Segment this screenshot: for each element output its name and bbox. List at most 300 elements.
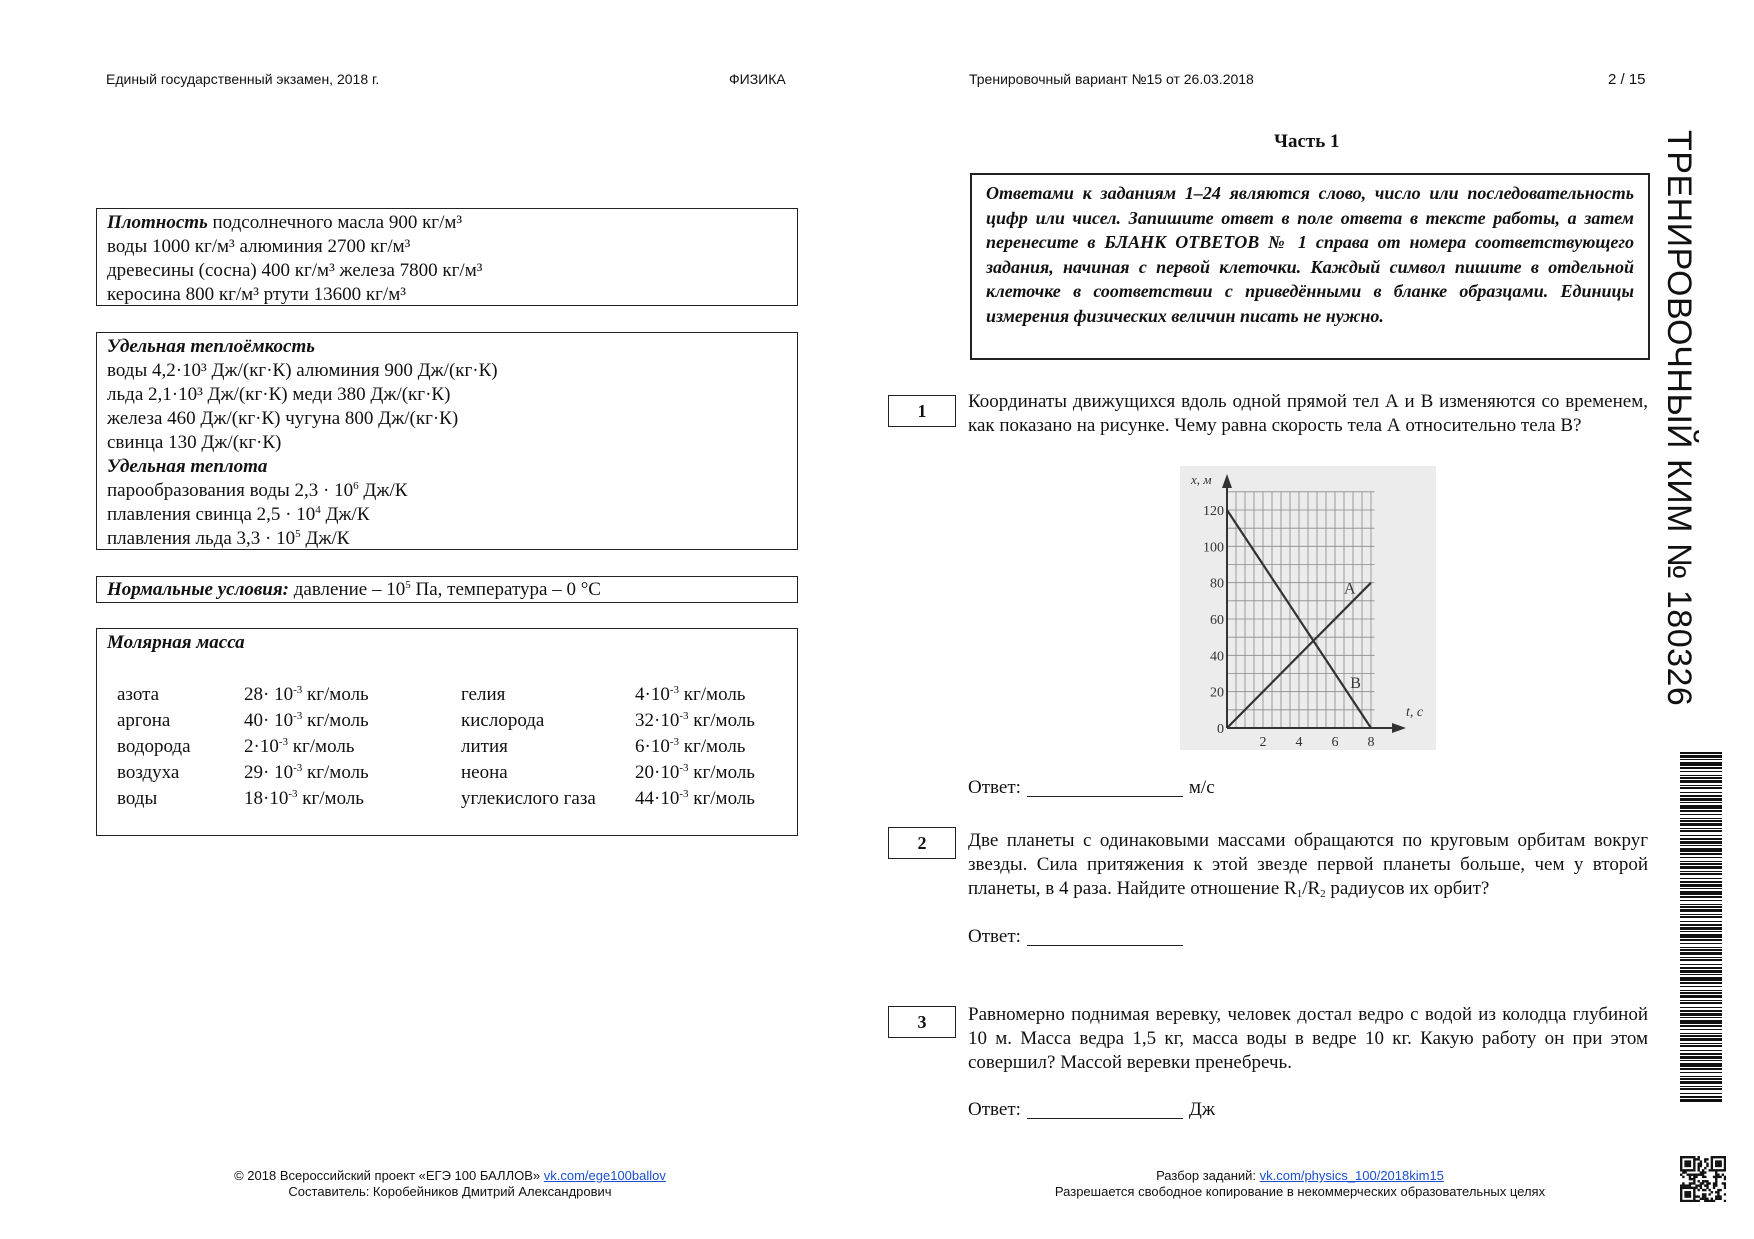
barcode-bar	[1680, 909, 1722, 912]
qr-module	[1706, 1163, 1708, 1165]
barcode-bar	[1680, 814, 1722, 815]
qr-module	[1687, 1187, 1689, 1189]
latent-melting-lead: плавления свинца $2,5 \cdot 10^4$ Дж/К	[107, 504, 370, 525]
barcode-bar	[1680, 835, 1722, 836]
qr-module	[1711, 1169, 1713, 1171]
barcode-bar	[1680, 947, 1722, 948]
qr-module	[1693, 1163, 1695, 1165]
instructions-box: Ответами к заданиям 1–24 являются слово, число или последовательность цифр или чисел. Запишите ответ в поле ответа в тексте работы, а затем перенесите в БЛАНК ОТВЕТОВ № 1 справа от номера соответствующего задания, начиная с первой клеточки. Каждый символ пишите в отдельной клеточке в соответствии с приведёнными в бланке образцами. Единицы измерения физических величин писать не нужно.	[970, 173, 1650, 360]
barcode-bar	[1680, 992, 1722, 994]
barcode-bar	[1680, 1086, 1722, 1087]
qr-module	[1715, 1178, 1717, 1180]
side-kim-label: ТРЕНИРОВОЧНЫЙ КИМ № 180326	[1660, 130, 1698, 707]
qr-module	[1719, 1169, 1721, 1171]
qr-module	[1717, 1169, 1719, 1171]
qr-module	[1704, 1171, 1706, 1173]
qr-module	[1689, 1178, 1691, 1180]
qr-module	[1704, 1193, 1706, 1195]
barcode-bar	[1680, 802, 1722, 803]
barcode-bar	[1680, 823, 1722, 826]
molar-row	[117, 683, 797, 707]
barcode-bar	[1680, 934, 1722, 938]
chart-y-tick-label: 40	[1210, 649, 1224, 665]
qr-module	[1711, 1158, 1713, 1160]
density-line-4: керосина 800 кг/м³ ртути 13600 кг/м³	[107, 284, 406, 305]
barcode-bar	[1680, 1033, 1722, 1034]
latent-melting-ice: плавления льда $3,3 \cdot 10^5$ Дж/К	[107, 528, 350, 549]
density-title: Плотность	[107, 212, 208, 233]
qr-module	[1680, 1156, 1682, 1158]
barcode-bar	[1680, 775, 1722, 776]
qr-module	[1682, 1156, 1684, 1158]
barcode-bar	[1680, 810, 1722, 812]
qr-module	[1724, 1160, 1726, 1162]
qr-module	[1689, 1191, 1691, 1193]
barcode-bar	[1680, 861, 1722, 862]
qr-module	[1700, 1184, 1702, 1186]
qr-module	[1700, 1163, 1702, 1165]
qr-module	[1704, 1158, 1706, 1160]
qr-module	[1698, 1163, 1700, 1165]
molar-substance: лития	[461, 736, 508, 757]
qr-module	[1682, 1187, 1684, 1189]
normal-conditions: Нормальные условия: давление – $10^5$ Па, температура – 0 °С	[96, 576, 798, 603]
qr-module	[1691, 1178, 1693, 1180]
qr-module	[1717, 1165, 1719, 1167]
barcode-bar	[1680, 904, 1722, 905]
barcode-bar	[1680, 1010, 1722, 1012]
qr-module	[1713, 1169, 1715, 1171]
barcode-bar	[1680, 924, 1722, 926]
qr-module	[1711, 1167, 1713, 1169]
qr-module	[1704, 1184, 1706, 1186]
barcode-bar	[1680, 957, 1722, 958]
barcode-bar	[1680, 848, 1722, 852]
qr-module	[1680, 1198, 1682, 1200]
qr-code-image	[1680, 1156, 1726, 1202]
qr-module	[1695, 1200, 1697, 1202]
qr-module	[1708, 1200, 1710, 1202]
qr-module	[1684, 1195, 1686, 1197]
qr-module	[1702, 1195, 1704, 1197]
qr-module	[1687, 1165, 1689, 1167]
barcode-bar	[1680, 752, 1722, 754]
qr-module	[1682, 1200, 1684, 1202]
qr-module	[1724, 1187, 1726, 1189]
qr-module	[1691, 1174, 1693, 1176]
qr-module	[1695, 1158, 1697, 1160]
molar-value: $4\cdot 10^{-3}$ кг/моль	[635, 684, 746, 705]
header-exam-title: Единый государственный экзамен, 2018 г.	[106, 71, 380, 87]
qr-module	[1711, 1163, 1713, 1165]
qr-module	[1684, 1171, 1686, 1173]
chart-x-tick-label: 6	[1331, 735, 1339, 750]
qr-module	[1689, 1169, 1691, 1171]
qr-module	[1689, 1156, 1691, 1158]
qr-module	[1722, 1169, 1724, 1171]
barcode-bar	[1680, 906, 1722, 908]
barcode-bar	[1680, 977, 1722, 981]
chart-x-tick-label: 4	[1295, 735, 1303, 750]
barcode-bar	[1680, 755, 1722, 758]
molar-value: $2\cdot 10^{-3}$ кг/моль	[244, 736, 355, 757]
qr-module	[1689, 1174, 1691, 1176]
qr-module	[1706, 1182, 1708, 1184]
qr-module	[1680, 1187, 1682, 1189]
qr-module	[1719, 1176, 1721, 1178]
molar-value: $29\cdot 10^{-3}$ кг/моль	[244, 762, 369, 783]
qr-module	[1711, 1156, 1713, 1158]
molar-row	[117, 787, 797, 811]
qr-module	[1715, 1184, 1717, 1186]
qr-module	[1706, 1187, 1708, 1189]
question-3-answer: Ответ: Дж	[968, 1099, 1215, 1120]
qr-module	[1693, 1182, 1695, 1184]
barcode-bar	[1680, 818, 1722, 819]
barcode-bar	[1680, 1013, 1722, 1016]
barcode-bar	[1680, 1093, 1722, 1094]
header-page-number: 2 / 15	[1608, 71, 1646, 88]
qr-module	[1722, 1156, 1724, 1158]
qr-module	[1711, 1191, 1713, 1193]
molar-row	[117, 709, 797, 733]
qr-module	[1693, 1187, 1695, 1189]
question-2-answer: Ответ:	[968, 926, 1189, 948]
barcode-bar	[1680, 1000, 1722, 1001]
chart-x-axis-label: t, c	[1406, 705, 1424, 720]
qr-module	[1687, 1169, 1689, 1171]
molar-substance: аргона	[117, 710, 171, 731]
molar-row	[117, 735, 797, 759]
question-3-answer-blank[interactable]	[1027, 1100, 1183, 1119]
qr-module	[1682, 1184, 1684, 1186]
qr-module	[1702, 1174, 1704, 1176]
qr-module	[1724, 1163, 1726, 1165]
latent-heat-title: Удельная теплота	[107, 456, 268, 477]
qr-module	[1695, 1176, 1697, 1178]
qr-module	[1715, 1191, 1717, 1193]
qr-module	[1687, 1174, 1689, 1176]
qr-module	[1680, 1193, 1682, 1195]
qr-module	[1689, 1200, 1691, 1202]
qr-module	[1713, 1200, 1715, 1202]
qr-module	[1691, 1187, 1693, 1189]
qr-module	[1693, 1158, 1695, 1160]
qr-module	[1702, 1171, 1704, 1173]
chart-y-tick-label: 60	[1210, 613, 1224, 628]
qr-module	[1693, 1200, 1695, 1202]
barcode-bar	[1680, 990, 1722, 991]
barcode-bar	[1680, 1045, 1722, 1047]
qr-module	[1698, 1165, 1700, 1167]
qr-module	[1680, 1169, 1682, 1171]
qr-module	[1698, 1169, 1700, 1171]
qr-module	[1698, 1195, 1700, 1197]
qr-module	[1695, 1187, 1697, 1189]
barcode-bar	[1680, 771, 1722, 772]
heat-line-2: льда 2,1·10³ Дж/(кг·К) меди 380 Дж/(кг·К)	[107, 384, 451, 405]
qr-module	[1700, 1171, 1702, 1173]
footer-link-analysis[interactable]: vk.com/physics_100/2018kim15	[1259, 1168, 1444, 1183]
qr-module	[1680, 1160, 1682, 1162]
barcode-bar	[1680, 1002, 1722, 1004]
qr-module	[1684, 1187, 1686, 1189]
qr-module	[1717, 1198, 1719, 1200]
position-time-chart	[1180, 466, 1436, 750]
qr-module	[1706, 1198, 1708, 1200]
molar-value: $32\cdot 10^{-3}$ кг/моль	[635, 710, 755, 731]
qr-module	[1687, 1184, 1689, 1186]
qr-module	[1702, 1189, 1704, 1191]
qr-module	[1684, 1184, 1686, 1186]
qr-module	[1698, 1189, 1700, 1191]
barcode-bar	[1680, 949, 1722, 951]
barcode-bar	[1680, 1017, 1722, 1018]
qr-module	[1691, 1156, 1693, 1158]
molar-substance: воды	[117, 788, 158, 809]
barcode-bar	[1680, 1072, 1722, 1073]
qr-module	[1680, 1195, 1682, 1197]
barcode-bar	[1680, 798, 1722, 801]
qr-module	[1702, 1169, 1704, 1171]
qr-module	[1715, 1160, 1717, 1162]
qr-module	[1702, 1180, 1704, 1182]
molar-substance: кислорода	[461, 710, 545, 731]
qr-module	[1719, 1165, 1721, 1167]
qr-module	[1700, 1160, 1702, 1162]
qr-module	[1691, 1200, 1693, 1202]
qr-module	[1693, 1193, 1695, 1195]
qr-module	[1689, 1193, 1691, 1195]
qr-module	[1717, 1189, 1719, 1191]
heat-line-3: железа 460 Дж/(кг·К) чугуна 800 Дж/(кг·К)	[107, 408, 459, 429]
qr-module	[1689, 1195, 1691, 1197]
barcode-bar	[1680, 974, 1722, 975]
qr-module	[1693, 1165, 1695, 1167]
qr-module	[1680, 1163, 1682, 1165]
qr-module	[1711, 1165, 1713, 1167]
density-line-3: древесины (сосна) 400 кг/м³ железа 7800 кг/м³	[107, 260, 483, 281]
molar-title: Молярная масса	[107, 632, 245, 653]
qr-module	[1708, 1189, 1710, 1191]
chart-y-tick-label: 80	[1210, 576, 1224, 592]
molar-value: $6\cdot 10^{-3}$ кг/моль	[635, 736, 746, 757]
barcode-bar	[1680, 952, 1722, 955]
barcode-bar	[1680, 1053, 1722, 1055]
qr-module	[1704, 1176, 1706, 1178]
molar-row	[117, 761, 797, 785]
molar-value: $20\cdot 10^{-3}$ кг/моль	[635, 762, 755, 783]
qr-module	[1724, 1156, 1726, 1158]
barcode-bar	[1680, 1007, 1722, 1008]
qr-module	[1713, 1182, 1715, 1184]
qr-module	[1682, 1169, 1684, 1171]
qr-module	[1715, 1163, 1717, 1165]
barcode-bar	[1680, 857, 1722, 858]
barcode-bar	[1680, 863, 1722, 865]
barcode-bar	[1680, 931, 1722, 932]
qr-module	[1724, 1182, 1726, 1184]
qr-module	[1715, 1195, 1717, 1197]
barcode-bar	[1680, 914, 1722, 915]
qr-module	[1691, 1169, 1693, 1171]
qr-module	[1711, 1160, 1713, 1162]
qr-module	[1704, 1160, 1706, 1162]
heat-title: Удельная теплоёмкость	[107, 336, 315, 357]
qr-module	[1717, 1160, 1719, 1162]
qr-module	[1693, 1156, 1695, 1158]
question-1-answer-blank[interactable]	[1027, 778, 1183, 797]
qr-module	[1702, 1176, 1704, 1178]
barcode-bar	[1680, 1088, 1722, 1090]
barcode-bar	[1680, 916, 1722, 918]
qr-module	[1708, 1193, 1710, 1195]
qr-module	[1719, 1156, 1721, 1158]
qr-module	[1711, 1198, 1713, 1200]
qr-module	[1715, 1171, 1717, 1173]
qr-module	[1717, 1191, 1719, 1193]
qr-module	[1717, 1195, 1719, 1197]
qr-module	[1684, 1163, 1686, 1165]
barcode-bar	[1680, 871, 1722, 872]
barcode-bar	[1680, 986, 1722, 987]
barcode-bar	[1680, 777, 1722, 779]
qr-module	[1715, 1176, 1717, 1178]
qr-module	[1684, 1193, 1686, 1195]
question-1-answer: Ответ: м/с	[968, 777, 1215, 798]
barcode-bar	[1680, 1035, 1722, 1037]
qr-module	[1724, 1184, 1726, 1186]
barcode-bar	[1680, 873, 1722, 875]
barcode-bar	[1680, 866, 1722, 869]
qr-module	[1693, 1178, 1695, 1180]
qr-module	[1724, 1167, 1726, 1169]
qr-module	[1695, 1184, 1697, 1186]
qr-module	[1717, 1156, 1719, 1158]
barcode-bar	[1680, 878, 1722, 879]
barcode-bar	[1680, 787, 1722, 789]
qr-module	[1702, 1193, 1704, 1195]
footer-left: © 2018 Всероссийский проект «ЕГЭ 100 БАЛЛОВ» vk.com/ege100ballov Составитель: Коробейников Дмитрий Александрович	[234, 1168, 666, 1199]
qr-module	[1680, 1184, 1682, 1186]
qr-module	[1680, 1200, 1682, 1202]
qr-module	[1698, 1174, 1700, 1176]
qr-module	[1717, 1174, 1719, 1176]
barcode-bar	[1680, 921, 1722, 922]
molar-value: $44\cdot 10^{-3}$ кг/моль	[635, 788, 755, 809]
qr-module	[1695, 1174, 1697, 1176]
barcode-bar	[1680, 959, 1722, 961]
qr-module	[1698, 1158, 1700, 1160]
qr-module	[1719, 1163, 1721, 1165]
chart-y-tick-label: 100	[1203, 540, 1224, 556]
barcode-bar	[1680, 838, 1722, 840]
footer-link-ege100[interactable]: vk.com/ege100ballov	[543, 1168, 666, 1183]
qr-module	[1717, 1163, 1719, 1165]
question-2-answer-blank[interactable]	[1027, 927, 1183, 946]
barcode-bar	[1680, 762, 1722, 766]
footer-right: Разбор заданий: vk.com/physics_100/2018kim15 Разрешается свободное копирование в некоммерческих образовательных целях	[1054, 1168, 1546, 1199]
chart-y-tick-label: 0	[1217, 722, 1224, 737]
qr-module	[1693, 1191, 1695, 1193]
qr-module	[1689, 1176, 1691, 1178]
barcode-bar	[1680, 805, 1722, 809]
molar-value: $28\cdot 10^{-3}$ кг/моль	[244, 684, 369, 705]
qr-module	[1706, 1165, 1708, 1167]
chart-y-tick-label: 20	[1210, 685, 1224, 701]
barcode-bar	[1680, 1029, 1722, 1030]
qr-module	[1689, 1163, 1691, 1165]
barcode-bar	[1680, 1050, 1722, 1051]
molar-substance: воздуха	[117, 762, 180, 783]
qr-module	[1687, 1191, 1689, 1193]
density-line-1: подсолнечного масла 900 кг/м³	[207, 212, 463, 233]
barcode-bar	[1680, 1038, 1722, 1041]
part-title: Часть 1	[1274, 131, 1340, 152]
molar-substance: водорода	[117, 736, 191, 757]
qr-module	[1693, 1180, 1695, 1182]
header-subject: ФИЗИКА	[729, 71, 786, 87]
barcode-bar	[1680, 900, 1722, 901]
qr-module	[1719, 1189, 1721, 1191]
qr-module	[1704, 1198, 1706, 1200]
qr-module	[1680, 1167, 1682, 1169]
qr-module	[1698, 1180, 1700, 1182]
qr-module	[1684, 1191, 1686, 1193]
barcode-bar	[1680, 1096, 1722, 1098]
barcode-bar	[1680, 780, 1722, 783]
qr-module	[1704, 1189, 1706, 1191]
qr-module	[1687, 1193, 1689, 1195]
qr-module	[1684, 1200, 1686, 1202]
qr-module	[1700, 1187, 1702, 1189]
qr-module	[1724, 1200, 1726, 1202]
qr-module	[1715, 1169, 1717, 1171]
heat-line-4: свинца 130 Дж/(кг·К)	[107, 432, 282, 453]
barcode-bar	[1680, 982, 1722, 984]
qr-module	[1684, 1156, 1686, 1158]
qr-module	[1719, 1160, 1721, 1162]
qr-module	[1706, 1158, 1708, 1160]
qr-module	[1704, 1167, 1706, 1169]
qr-module	[1719, 1198, 1721, 1200]
chart-x-tick-label: 8	[1367, 735, 1375, 750]
qr-module	[1693, 1174, 1695, 1176]
qr-module	[1715, 1180, 1717, 1182]
qr-module	[1724, 1178, 1726, 1180]
barcode-bar	[1680, 1078, 1722, 1080]
molar-substance: гелия	[461, 684, 506, 705]
barcode-bar	[1680, 970, 1722, 973]
qr-module	[1722, 1182, 1724, 1184]
barcode-bar	[1680, 792, 1722, 793]
qr-module	[1682, 1171, 1684, 1173]
header-variant: Тренировочный вариант №15 от 26.03.2018	[969, 71, 1254, 87]
qr-module	[1687, 1195, 1689, 1197]
qr-module	[1702, 1198, 1704, 1200]
qr-module	[1724, 1158, 1726, 1160]
qr-module	[1706, 1180, 1708, 1182]
qr-module	[1724, 1193, 1726, 1195]
barcode-bar	[1680, 896, 1722, 898]
qr-module	[1687, 1163, 1689, 1165]
qr-module	[1713, 1156, 1715, 1158]
qr-module	[1682, 1176, 1684, 1178]
qr-module	[1687, 1160, 1689, 1162]
molar-substance: азота	[117, 684, 160, 705]
qr-module	[1695, 1195, 1697, 1197]
qr-module	[1715, 1182, 1717, 1184]
